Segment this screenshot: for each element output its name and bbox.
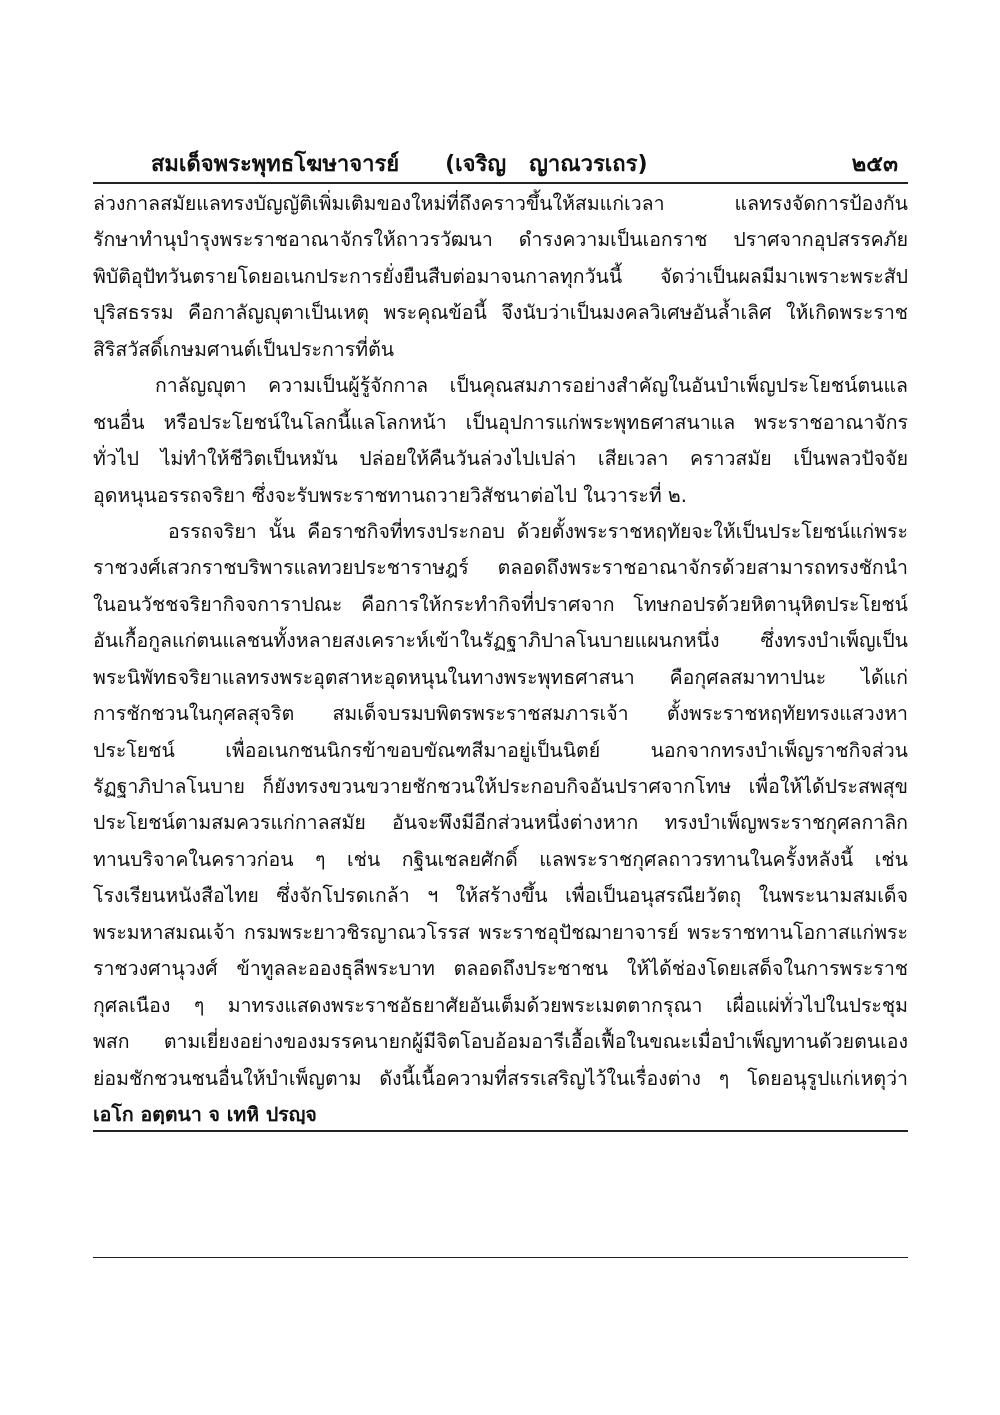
text-line: พิบัติอุปัทวันตรายโดยอเนกประการยั่งยืนสืบต่อมาจนกาลทุกวันนี้ จัดว่าเป็นผลมีมาเพราะพระสัป [93,264,908,288]
text-line: ล่วงกาลสมัยแลทรงบัญญัติเพิ่มเติมของใหม่ที่ถึงคราวขึ้นให้สมแก่เวลา แลทรงจัดการป้องกัน [93,192,908,215]
header-title: สมเด็จพระพุทธโฆษาจารย์ (เจริญ ญาณวรเถร) [151,152,648,177]
text-line: ย่อมชักชวนชนอื่นให้บำเพ็ญตาม ดังนี้เนื้อความที่สรรเสริญไว้ในเรื่องต่าง ๆ โดยอนุรูปแก่เหตุว่า [93,1066,908,1090]
text-line: ทั่วไป ไม่ทำให้ชีวิตเป็นหมัน ปล่อยให้คืนวันล่วงไปเปล่า เสียเวลา คราวสมัย เป็นพลวปัจจัย [93,447,908,471]
text-line: ราชวงศานุวงศ์ ข้าทูลละอองธุลีพระบาท ตลอดถึงประชาชน ให้ได้ช่องโดยเสด็จในการพระราช [93,957,908,981]
text-line: กาลัญญุตา ความเป็นผู้รู้จักกาล เป็นคุณสมภารอย่างสำคัญในอันบำเพ็ญประโยชน์ตนแล [155,374,908,398]
text-line: อันเกื้อกูลแก่ตนแลชนทั้งหลายสงเคราะห์เข้าในรัฏฐาภิปาลโนบายแผนกหนึ่ง ซึ่งทรงบำเพ็ญเป็น [93,629,908,653]
text-line: ในอนวัชชจริยากิจจการาปณะ คือการให้กระทำกิจที่ปราศจาก โทษกอปรด้วยหิตานุหิตประโยชน์ [93,592,908,616]
text-line: รัฏฐาภิปาลโนบาย ก็ยังทรงขวนขวายชักชวนให้ประกอบกิจอันปราศจากโทษ เพื่อให้ได้ประสพสุข [93,775,908,798]
text-line: ทานบริจาคในคราวก่อน ๆ เช่น กฐินเชลยศักดิ์ แลพระราชกุศลถาวรทานในครั้งหลังนี้ เช่น [93,847,908,871]
pali-verse: เอโก อตฺตนา จ เทหิ ปรญฺจ [93,1102,317,1126]
paragraph-1 [93,186,908,368]
text-line: อุดหนุนอรรถจริยา ซึ่งจะรับพระราชทานถวายวิสัชนาต่อไป ในวาระที่ ๒. [93,483,687,507]
paragraph-3 [93,514,908,1097]
text-line: อรรถจริยา นั้น คือราชกิจที่ทรงประกอบ ด้วยตั้งพระราชหฤทัยจะให้เป็นประโยชน์แก่พระ [168,519,908,543]
text-line: โรงเรียนหนังสือไทย ซึ่งจักโปรดเกล้า ฯ ให้สร้างขึ้น เพื่อเป็นอนุสรณียวัตถุ ในพระนามสมเด็จ [93,884,908,908]
text-line: พระมหาสมณเจ้า กรมพระยาวชิรญาณวโรรส พระราชอุปัชฌายาจารย์ พระราชทานโอกาสแก่พระ [93,920,908,944]
text-line: การชักชวนในกุศลสุจริต สมเด็จบรมบพิตรพระราชสมภารเจ้า ตั้งพระราชหฤทัยทรงแสวงหา [93,702,908,726]
text-line: พสก ตามเยี่ยงอย่างของมรรคนายกผู้มีจิตโอบอ้อมอารีเอื้อเฟื้อในขณะเมื่อบำเพ็ญทานด้วยตนเอง [93,1030,908,1054]
text-line: ปุริสธรรม คือกาลัญญุตาเป็นเหตุ พระคุณข้อนี้ จึงนับว่าเป็นมงคลวิเศษอันล้ำเลิศ ให้เกิดพระราช [93,301,908,325]
text-line: ประโยชน์ตามสมควรแก่กาลสมัย อันจะพึงมีอีกส่วนหนึ่งต่างหาก ทรงบำเพ็ญพระราชกุศลกาลิก [93,811,908,835]
body-text [93,186,908,1133]
text-line: ประโยชน์ เพื่ออเนกชนนิกรข้าขอบขัณฑสีมาอยู่เป็นนิตย์ นอกจากทรงบำเพ็ญราชกิจส่วน [93,738,908,762]
text-line: กุศลเนือง ๆ มาทรงแสดงพระราชอัธยาศัยอันเต็มด้วยพระเมตตากรุณา เผื่อแผ่ทั่วไปในประชุม [93,993,908,1017]
text-line: รักษาทำนุบำรุงพระราชอาณาจักรให้ถาวรวัฒนา ดำรงความเป็นเอกราช ปราศจากอุปสรรคภัย [93,228,908,252]
text-line: พระนิพัทธจริยาแลทรงพระอุตสาหะอุดหนุนในทางพระพุทธศาสนา คือกุศลสมาทาปนะ ได้แก่ [93,665,908,689]
running-header [93,142,908,182]
text-line: สิริสวัสดิ์เกษมศานต์เป็นประการที่ต้น [93,337,395,361]
paragraph-2 [93,368,908,514]
header-rule [93,182,908,184]
page-number: ๒๕๓ [851,152,898,177]
text-line: ราชวงศ์เสวกราชบริพารแลทวยประชาราษฎร์ ตลอดถึงพระราชอาณาจักรด้วยสามารถทรงชักนำ [93,556,908,580]
body-end-rule [93,1130,908,1132]
text-line: ชนอื่น หรือประโยชน์ในโลกนี้แลโลกหน้า เป็นอุปการแก่พระพุทธศาสนาแล พระราชอาณาจักร [93,410,908,434]
footnote-rule [93,1257,908,1258]
